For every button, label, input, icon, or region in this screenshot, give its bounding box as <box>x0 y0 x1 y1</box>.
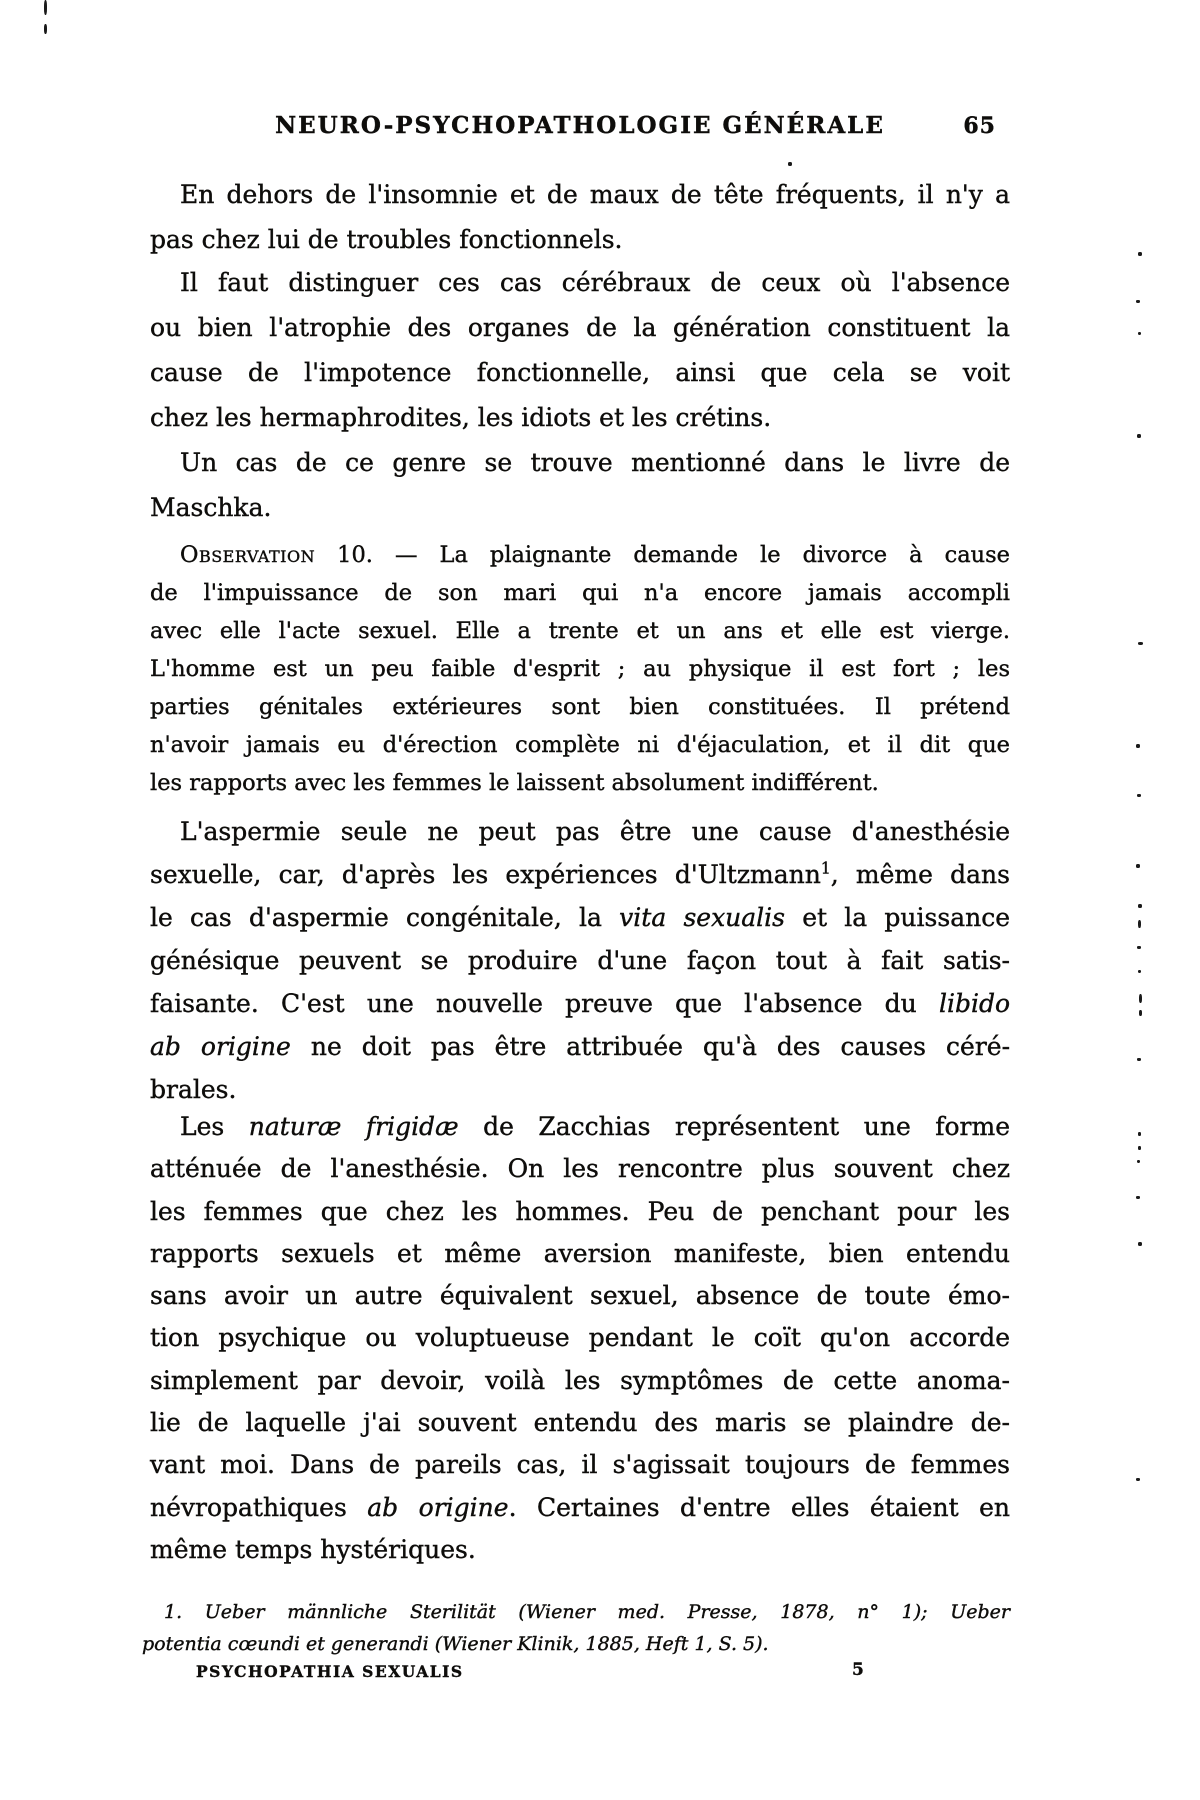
scan-speck <box>1137 946 1141 949</box>
text-line: avec elle l'acte sexuel. Elle a trente et un ans et elle est vierge. <box>150 618 1010 644</box>
scan-speck <box>1138 1132 1141 1136</box>
page-title: NEURO-PSYCHOPATHOLOGIE GÉNÉRALE <box>275 112 885 139</box>
text-line: Il faut distinguer ces cas cérébraux de ceux où l'absence <box>180 268 1010 297</box>
scan-speck <box>1138 1242 1142 1246</box>
text-line: cause de l'impotence fonctionnelle, ainsi que cela se voit <box>150 358 1010 387</box>
paragraph-naturae-frigidae <box>150 1106 1010 1571</box>
scan-speck <box>1136 1478 1140 1481</box>
scan-speck <box>1138 642 1143 645</box>
running-header <box>150 112 1010 139</box>
text-line: les femmes que chez les hommes. Peu de penchant pour les <box>150 1196 1010 1226</box>
text-line: les rapports avec les femmes le laissent absolument indifférent. <box>150 770 879 796</box>
paragraph-observation-10 <box>150 536 1010 802</box>
scan-speck <box>44 24 47 34</box>
text-line: ou bien l'atrophie des organes de la génération constituent la <box>150 313 1010 342</box>
text-line: chez les hermaphrodites, les idiots et les crétins. <box>150 403 772 432</box>
text-line: parties génitales extérieures sont bien constituées. Il prétend <box>150 694 1010 720</box>
paragraph-maschka <box>150 440 1010 530</box>
text-line: sexuelle, car, d'après les expériences d'Ultzmann$^1$, même dans <box>150 859 1010 889</box>
text-line: atténuée de l'anesthésie. On les rencontre plus souvent chez <box>150 1154 1010 1184</box>
paragraph-aspermie <box>150 810 1010 1111</box>
scan-speck <box>44 0 47 15</box>
scan-speck <box>1137 794 1141 797</box>
text-line: ab origine ne doit pas être attribuée qu'à des causes céré- <box>150 1032 1011 1061</box>
text-line: brales. <box>150 1075 237 1104</box>
text-line: rapports sexuels et même aversion manifeste, bien entendu <box>150 1238 1010 1268</box>
text-line: L'homme est un peu faible d'esprit ; au physique il est fort ; les <box>150 656 1010 682</box>
text-line: pas chez lui de troubles fonctionnels. <box>150 225 623 254</box>
scan-speck <box>1138 332 1141 335</box>
scan-speck <box>1138 1146 1141 1150</box>
text-line: potentia cœundi et generandi (Wiener Klinik, 1885, Heft 1, S. 5). <box>142 1633 769 1655</box>
footer-signature-number: 5 <box>852 1660 864 1680</box>
text-line: n'avoir jamais eu d'érection complète ni d'éjaculation, et il dit que <box>150 732 1010 758</box>
text-line: le cas d'aspermie congénitale, la vita sexualis et la puissance <box>150 903 1010 932</box>
text-line: tion psychique ou voluptueuse pendant le coït qu'on accorde <box>150 1323 1010 1353</box>
scan-speck <box>1138 252 1142 256</box>
scan-speck <box>1137 1058 1141 1061</box>
text-line: lie de laquelle j'ai souvent entendu des maris se plaindre de- <box>150 1408 1010 1438</box>
footnote <box>142 1596 1010 1660</box>
text-line: L'aspermie seule ne peut pas être une cause d'anesthésie <box>180 817 1010 846</box>
scan-speck <box>1138 970 1141 973</box>
paragraph-insomnie <box>150 172 1010 262</box>
scan-speck <box>1136 744 1140 748</box>
footer-book-title: PSYCHOPATHIA SEXUALIS <box>196 1662 464 1681</box>
scan-speck <box>1139 994 1142 1003</box>
page-number: 65 <box>963 113 996 139</box>
scan-speck <box>1136 1196 1140 1199</box>
text-line: de l'impuissance de son mari qui n'a encore jamais accompli <box>150 580 1010 606</box>
scan-speck <box>1136 300 1140 303</box>
scan-speck <box>1138 920 1141 928</box>
scan-speck <box>1139 1010 1142 1016</box>
paragraph-cas-cerebraux <box>150 260 1010 440</box>
text-line: Les naturæ frigidæ de Zacchias représentent une forme <box>180 1112 1011 1141</box>
scan-speck <box>1137 1160 1140 1163</box>
text-line: génésique peuvent se produire d'une façon tout à fait satis- <box>150 946 1010 975</box>
text-line: névropathiques ab origine. Certaines d'entre elles étaient en <box>150 1492 1010 1522</box>
scan-speck <box>788 162 792 166</box>
text-line: Un cas de ce genre se trouve mentionné dans le livre de <box>180 448 1010 477</box>
text-line: même temps hystériques. <box>150 1534 476 1564</box>
scan-speck <box>1137 434 1141 438</box>
text-line: simplement par devoir, voilà les symptômes de cette anoma- <box>150 1365 1010 1395</box>
text-line: sans avoir un autre équivalent sexuel, absence de toute émo- <box>150 1281 1010 1311</box>
text-line: En dehors de l'insomnie et de maux de tête fréquents, il n'y a <box>180 180 1010 209</box>
text-line: 1. Ueber männliche Sterilität (Wiener med. Presse, 1878, n° 1); Ueber <box>164 1601 1010 1623</box>
scan-speck <box>1136 864 1140 868</box>
scan-speck <box>1138 904 1142 908</box>
text-line: faisante. C'est une nouvelle preuve que l'absence du libido <box>150 989 1010 1018</box>
text-line: Observation 10. — La plaignante demande le divorce à cause <box>180 542 1010 568</box>
text-line: vant moi. Dans de pareils cas, il s'agissait toujours de femmes <box>150 1450 1010 1480</box>
text-line: Maschka. <box>150 493 272 522</box>
